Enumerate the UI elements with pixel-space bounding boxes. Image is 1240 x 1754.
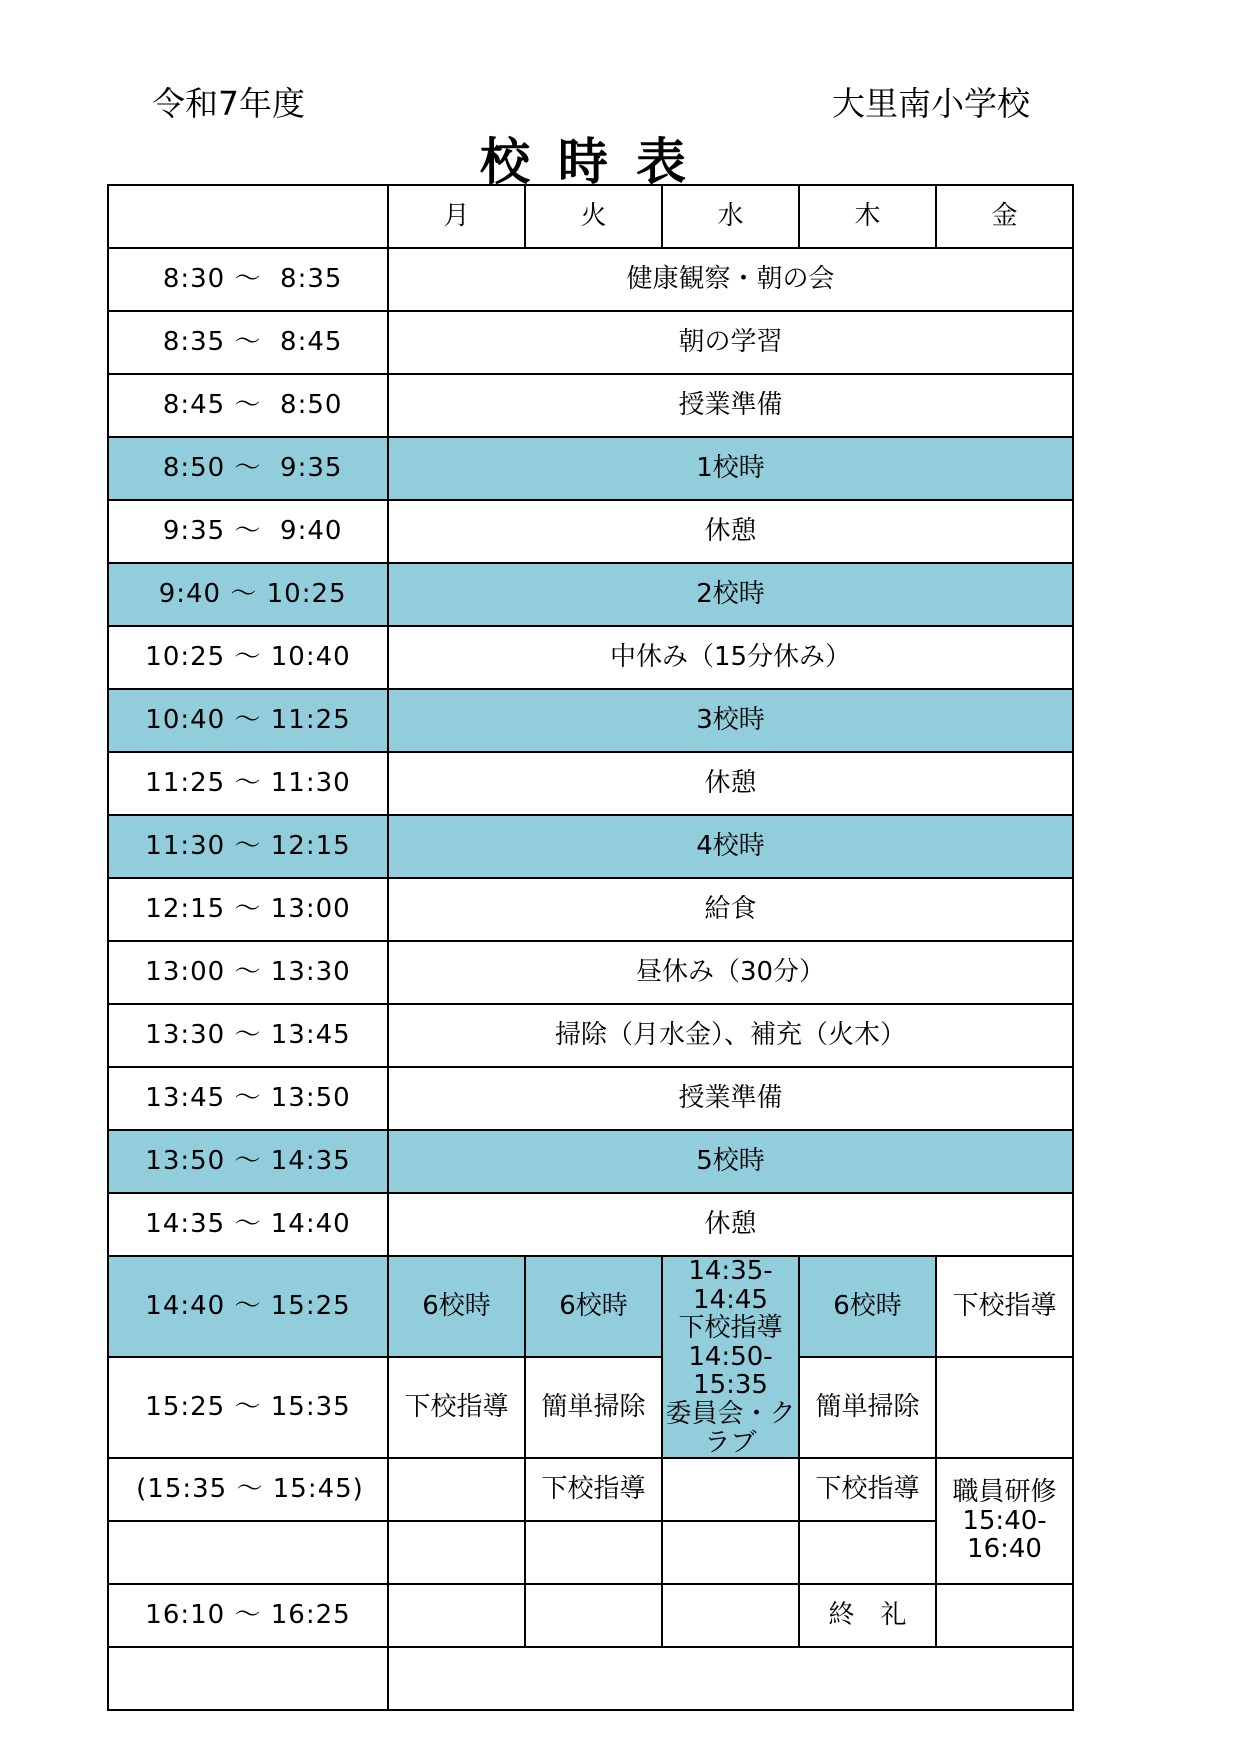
period-cell: 4校時: [388, 815, 1073, 878]
time-cell: 11:25 ～ 11:30: [108, 752, 388, 815]
table-row: [108, 1357, 1073, 1458]
activity-cell: 授業準備: [388, 1067, 1073, 1130]
day-thu: 木: [799, 185, 936, 248]
time-cell: 13:45 ～ 13:50: [108, 1067, 388, 1130]
thu-cell: [799, 1521, 936, 1584]
time-cell: [108, 1521, 388, 1584]
activity-cell: 朝の学習: [388, 311, 1073, 374]
time-cell: (15:35 ～ 15:45): [108, 1458, 388, 1521]
table-row: [108, 311, 1073, 374]
fri-cell: [936, 1584, 1073, 1647]
thu-cell: 終 礼: [799, 1584, 936, 1647]
period-cell: 3校時: [388, 689, 1073, 752]
mon-cell: [388, 1521, 525, 1584]
activity-cell: 休憩: [388, 752, 1073, 815]
fri-cell: 下校指導: [936, 1256, 1073, 1357]
activity-cell: 給食: [388, 878, 1073, 941]
school-name: 大里南小学校: [832, 84, 1030, 123]
time-cell: 14:40 ～ 15:25: [108, 1256, 388, 1357]
day-tue: 火: [525, 185, 662, 248]
day-fri: 金: [936, 185, 1073, 248]
time-cell: 9:40 ～ 10:25: [108, 563, 388, 626]
table-row: [108, 752, 1073, 815]
time-cell: 12:15 ～ 13:00: [108, 878, 388, 941]
tue-cell: 6校時: [525, 1256, 662, 1357]
time-cell: 10:25 ～ 10:40: [108, 626, 388, 689]
page-title: 校時表: [480, 133, 714, 191]
table-row: [108, 941, 1073, 1004]
wed-cell: [662, 1458, 799, 1521]
wed-cell: [662, 1584, 799, 1647]
day-wed: 水: [662, 185, 799, 248]
table-row: [108, 1256, 1073, 1357]
activity-cell: [388, 1647, 1073, 1710]
table-row: [108, 878, 1073, 941]
mon-cell: [388, 1458, 525, 1521]
corner-cell: [108, 185, 388, 248]
table-row: [108, 1584, 1073, 1647]
table-row: [108, 374, 1073, 437]
activity-cell: 授業準備: [388, 374, 1073, 437]
table-row: [108, 563, 1073, 626]
activity-cell: 中休み（15分休み）: [388, 626, 1073, 689]
wed-cell: [662, 1521, 799, 1584]
activity-cell: 昼休み（30分）: [388, 941, 1073, 1004]
table-row: [108, 1521, 1073, 1584]
thu-cell: 6校時: [799, 1256, 936, 1357]
thu-cell: 簡単掃除: [799, 1357, 936, 1458]
time-cell: 11:30 ～ 12:15: [108, 815, 388, 878]
table-row: [108, 1004, 1073, 1067]
time-cell: 8:50 ～ 9:35: [108, 437, 388, 500]
mon-cell: 下校指導: [388, 1357, 525, 1458]
tue-cell: [525, 1584, 662, 1647]
period-cell: 1校時: [388, 437, 1073, 500]
table-header-row: [108, 185, 1073, 248]
time-cell: [108, 1647, 388, 1710]
table-row: [108, 248, 1073, 311]
period-cell: 2校時: [388, 563, 1073, 626]
time-cell: 8:45 ～ 8:50: [108, 374, 388, 437]
day-mon: 月: [388, 185, 525, 248]
time-cell: 10:40 ～ 11:25: [108, 689, 388, 752]
table-row: [108, 689, 1073, 752]
time-cell: 8:35 ～ 8:45: [108, 311, 388, 374]
mon-cell: [388, 1584, 525, 1647]
activity-cell: 掃除（月水金）、補充（火木）: [388, 1004, 1073, 1067]
time-cell: 15:25 ～ 15:35: [108, 1357, 388, 1458]
fri-cell: [936, 1357, 1073, 1458]
fiscal-year: 令和7年度: [152, 84, 305, 123]
mon-cell: 6校時: [388, 1256, 525, 1357]
tue-cell: 下校指導: [525, 1458, 662, 1521]
table-row: [108, 1458, 1073, 1521]
timetable: [107, 184, 1074, 1711]
table-row: [108, 1130, 1073, 1193]
activity-cell: 健康観察・朝の会: [388, 248, 1073, 311]
time-cell: 8:30 ～ 8:35: [108, 248, 388, 311]
thu-cell: 下校指導: [799, 1458, 936, 1521]
table-row: [108, 500, 1073, 563]
time-cell: 13:00 ～ 13:30: [108, 941, 388, 1004]
table-row: [108, 626, 1073, 689]
table-row: [108, 1193, 1073, 1256]
table-row: [108, 1647, 1073, 1710]
time-cell: 16:10 ～ 16:25: [108, 1584, 388, 1647]
time-cell: 13:50 ～ 14:35: [108, 1130, 388, 1193]
table-row: [108, 815, 1073, 878]
fri-cell: 職員研修 15:40- 16:40: [936, 1458, 1073, 1584]
tue-cell: 簡単掃除: [525, 1357, 662, 1458]
activity-cell: 休憩: [388, 1193, 1073, 1256]
period-cell: 5校時: [388, 1130, 1073, 1193]
time-cell: 9:35 ～ 9:40: [108, 500, 388, 563]
table-row: [108, 437, 1073, 500]
wed-cell: 14:35-14:45 下校指導 14:50-15:35 委員会・クラブ: [662, 1256, 799, 1458]
table-row: [108, 1067, 1073, 1130]
time-cell: 13:30 ～ 13:45: [108, 1004, 388, 1067]
time-cell: 14:35 ～ 14:40: [108, 1193, 388, 1256]
tue-cell: [525, 1521, 662, 1584]
activity-cell: 休憩: [388, 500, 1073, 563]
